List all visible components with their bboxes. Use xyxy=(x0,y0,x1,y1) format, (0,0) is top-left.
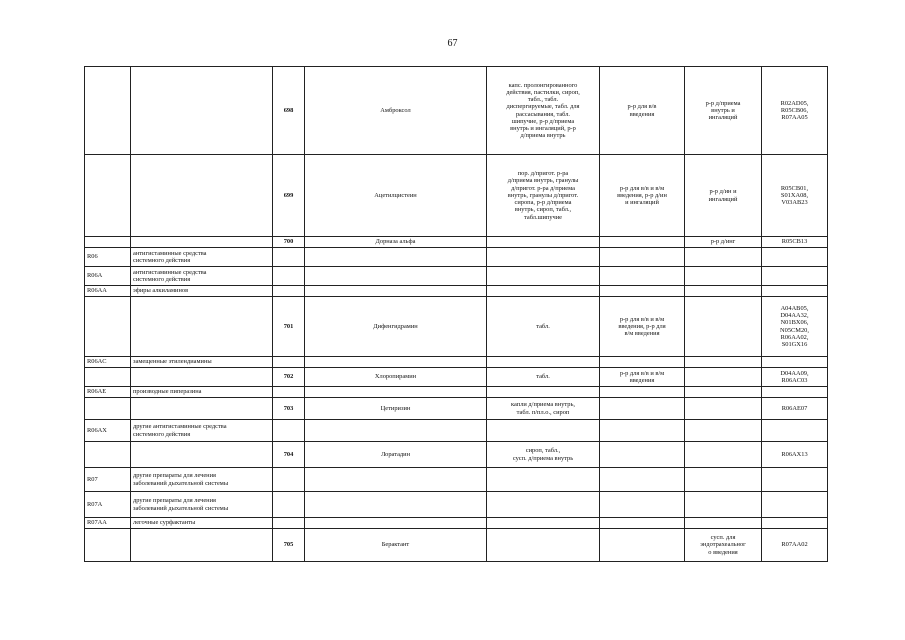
atc-codes-cell xyxy=(762,518,828,529)
dosage-forms-cell xyxy=(487,529,600,562)
dosage-forms-cell-line: капс. пролонгированного xyxy=(508,81,578,89)
table-row xyxy=(85,237,828,248)
item-number-cell: 704 xyxy=(273,442,305,468)
dosage-forms-cell xyxy=(487,237,600,248)
injection-forms-cell-line: в/м введения xyxy=(624,330,660,338)
other-forms-cell xyxy=(685,67,762,155)
atc-codes-cell-line: R06AX13 xyxy=(781,450,808,458)
dosage-forms-cell-line: д/приема внутрь, гранулы xyxy=(507,177,579,185)
injection-forms-cell xyxy=(600,248,685,267)
group-name-cell-line: системного действия xyxy=(133,430,191,438)
other-forms-cell-line: о введения xyxy=(708,548,738,556)
injection-forms-cell-line: и ингаляций xyxy=(625,199,659,207)
other-forms-cell-line: сусп. для xyxy=(710,534,736,542)
atc-codes-cell-line: R05CB06, xyxy=(780,106,809,114)
dosage-forms-cell-line: рассасывания, табл. xyxy=(515,110,571,118)
dosage-forms-cell-line: пор. д/пригот. р-ра xyxy=(517,170,569,178)
drug-name-cell: Лоратадин xyxy=(305,442,487,468)
atc-codes-cell-line: R07AA02 xyxy=(781,541,808,549)
atc-codes-cell-line: V03AB23 xyxy=(781,199,808,207)
table-row xyxy=(85,155,828,237)
atc-code-cell xyxy=(85,297,131,357)
drug-name-cell xyxy=(305,518,487,529)
group-name-cell xyxy=(131,420,273,442)
other-forms-cell xyxy=(685,492,762,518)
group-name-cell xyxy=(131,237,273,248)
dosage-forms-cell-line: д/приема внутрь xyxy=(520,132,566,140)
atc-code-cell: R06AA xyxy=(85,286,131,297)
group-name-cell xyxy=(131,368,273,387)
table-row xyxy=(85,518,828,529)
item-number-cell: 698 xyxy=(273,67,305,155)
atc-codes-cell-line: N05CM20, xyxy=(780,326,809,334)
dosage-forms-cell xyxy=(487,286,600,297)
dosage-forms-cell-line: д/пригот. р-ра д/приема xyxy=(511,184,575,192)
injection-forms-cell xyxy=(600,529,685,562)
injection-forms-cell-line: введения xyxy=(629,110,655,118)
group-name-cell-line: производные пиперазина xyxy=(133,388,202,396)
injection-forms-cell-line: р-р для в/в и в/м xyxy=(619,369,665,377)
drug-name-cell xyxy=(305,248,487,267)
other-forms-cell xyxy=(685,398,762,420)
item-number-cell: 700 xyxy=(273,237,305,248)
injection-forms-cell xyxy=(600,518,685,529)
item-number-cell xyxy=(273,387,305,398)
item-number-cell xyxy=(273,267,305,286)
atc-codes-cell xyxy=(762,237,828,248)
atc-codes-cell xyxy=(762,492,828,518)
table-row xyxy=(85,387,828,398)
atc-code-cell xyxy=(85,398,131,420)
other-forms-cell xyxy=(685,297,762,357)
group-name-cell-line: системного действия xyxy=(133,257,191,264)
atc-codes-cell-line: R06AE07 xyxy=(781,404,808,412)
group-name-cell-line: другие антигистаминные средства xyxy=(133,423,227,431)
drug-name-cell xyxy=(305,468,487,492)
atc-code-cell: R07A xyxy=(85,492,131,518)
table-row xyxy=(85,357,828,368)
atc-codes-cell xyxy=(762,267,828,286)
injection-forms-cell xyxy=(600,357,685,368)
page-number: 67 xyxy=(447,38,458,49)
dosage-forms-cell xyxy=(487,368,600,387)
dosage-forms-cell-line: внутрь, сироп, табл., xyxy=(514,206,572,214)
atc-codes-cell xyxy=(762,297,828,357)
injection-forms-cell xyxy=(600,237,685,248)
item-number-cell: 699 xyxy=(273,155,305,237)
item-number-cell: 702 xyxy=(273,368,305,387)
atc-codes-cell xyxy=(762,398,828,420)
group-name-cell xyxy=(131,286,273,297)
dosage-forms-cell xyxy=(487,67,600,155)
atc-codes-cell-line: A04AB05, xyxy=(780,304,809,312)
other-forms-cell xyxy=(685,248,762,267)
group-name-cell xyxy=(131,492,273,518)
injection-forms-cell xyxy=(600,286,685,297)
other-forms-cell-line: р-р д/инг xyxy=(710,238,736,246)
atc-codes-cell xyxy=(762,357,828,368)
dosage-forms-cell xyxy=(487,155,600,237)
atc-codes-cell xyxy=(762,368,828,387)
other-forms-cell xyxy=(685,420,762,442)
group-name-cell-line: эфиры алкиламинов xyxy=(133,287,189,295)
dosage-forms-cell-line: шипучие, р-р д/приема xyxy=(511,117,575,125)
other-forms-cell xyxy=(685,237,762,248)
injection-forms-cell xyxy=(600,468,685,492)
atc-codes-cell xyxy=(762,420,828,442)
injection-forms-cell-line: р-р для в/в и в/м xyxy=(619,184,665,192)
group-name-cell-line: антигистаминные средства xyxy=(133,268,207,276)
atc-code-cell xyxy=(85,67,131,155)
group-name-cell xyxy=(131,67,273,155)
atc-codes-cell-line: R06AA02, xyxy=(780,333,809,341)
other-forms-cell xyxy=(685,286,762,297)
dosage-forms-cell xyxy=(487,492,600,518)
group-name-cell xyxy=(131,248,273,267)
item-number-cell xyxy=(273,286,305,297)
injection-forms-cell xyxy=(600,155,685,237)
dosage-forms-cell-line: табл. xyxy=(536,322,550,330)
other-forms-cell xyxy=(685,267,762,286)
atc-code-cell: R07AA xyxy=(85,518,131,529)
atc-codes-cell-line: D04AA09, xyxy=(780,369,809,377)
dosage-forms-cell xyxy=(487,248,600,267)
table-row xyxy=(85,420,828,442)
item-number-cell xyxy=(273,518,305,529)
dosage-forms-cell-line: внутрь и ингаляций, р-р xyxy=(510,124,576,132)
item-number-cell xyxy=(273,492,305,518)
dosage-forms-cell-line: действия, пастилки, сироп, xyxy=(506,88,580,96)
dosage-forms-cell-line: сироп, табл., xyxy=(525,447,561,455)
group-name-cell-line: заболеваний дыхательной системы xyxy=(133,504,229,512)
group-name-cell xyxy=(131,468,273,492)
group-name-cell xyxy=(131,398,273,420)
injection-forms-cell xyxy=(600,67,685,155)
table-row xyxy=(85,286,828,297)
atc-codes-cell xyxy=(762,248,828,267)
group-name-cell xyxy=(131,442,273,468)
table-row xyxy=(85,529,828,562)
dosage-forms-cell-line: сиропа, р-р д/приема xyxy=(514,199,572,207)
injection-forms-cell xyxy=(600,492,685,518)
group-name-cell xyxy=(131,357,273,368)
item-number-cell xyxy=(273,468,305,492)
dosage-forms-cell xyxy=(487,297,600,357)
dosage-forms-cell-line: табл., табл. xyxy=(527,96,559,104)
drug-name-cell: Дорназа альфа xyxy=(305,237,487,248)
drug-name-cell: Ацетилцистеин xyxy=(305,155,487,237)
atc-code-cell xyxy=(85,155,131,237)
other-forms-cell xyxy=(685,442,762,468)
group-name-cell-line: антигистаминные средства xyxy=(133,249,207,257)
injection-forms-cell xyxy=(600,368,685,387)
atc-code-cell: R07 xyxy=(85,468,131,492)
item-number-cell xyxy=(273,420,305,442)
injection-forms-cell xyxy=(600,297,685,357)
atc-code-cell xyxy=(85,237,131,248)
group-name-cell-line: другие препараты для лечения xyxy=(133,472,216,480)
atc-codes-cell-line: R05CB13 xyxy=(781,238,808,246)
group-name-cell xyxy=(131,387,273,398)
injection-forms-cell xyxy=(600,387,685,398)
dosage-forms-cell-line: табл.шипучие xyxy=(523,213,562,221)
drug-name-cell xyxy=(305,286,487,297)
dosage-forms-cell-line: капли д/приема внутрь, xyxy=(511,401,575,409)
atc-codes-cell-line: R05CB01, xyxy=(780,184,809,192)
atc-codes-cell xyxy=(762,529,828,562)
table-row xyxy=(85,248,828,267)
other-forms-cell xyxy=(685,368,762,387)
atc-codes-cell xyxy=(762,468,828,492)
table-row xyxy=(85,267,828,286)
atc-code-cell: R06AE xyxy=(85,387,131,398)
injection-forms-cell-line: введения, р-р для xyxy=(618,322,666,330)
table-row xyxy=(85,398,828,420)
group-name-cell-line: заболеваний дыхательной системы xyxy=(133,479,229,487)
group-name-cell xyxy=(131,155,273,237)
atc-code-cell xyxy=(85,442,131,468)
injection-forms-cell xyxy=(600,267,685,286)
item-number-cell: 705 xyxy=(273,529,305,562)
group-name-cell xyxy=(131,267,273,286)
drug-name-cell: Хлоропирамин xyxy=(305,368,487,387)
dosage-forms-cell-line: сусп. д/приема внутрь xyxy=(512,454,574,462)
other-forms-cell xyxy=(685,155,762,237)
item-number-cell: 703 xyxy=(273,398,305,420)
drug-name-cell xyxy=(305,492,487,518)
dosage-forms-cell-line: диспергируемые, табл. для xyxy=(506,103,580,111)
dosage-forms-cell xyxy=(487,468,600,492)
other-forms-cell xyxy=(685,468,762,492)
atc-code-cell: R06A xyxy=(85,267,131,286)
group-name-cell-line: легочные сурфактанты xyxy=(133,519,196,527)
atc-code-cell: R06AX xyxy=(85,420,131,442)
atc-codes-cell-line: R02AD05, xyxy=(780,99,809,107)
drug-name-cell: Берактант xyxy=(305,529,487,562)
table-row xyxy=(85,468,828,492)
dosage-forms-cell xyxy=(487,267,600,286)
other-forms-cell-line: ингаляций xyxy=(708,114,738,122)
group-name-cell xyxy=(131,297,273,357)
other-forms-cell-line: внутрь и xyxy=(711,106,735,114)
drug-name-cell xyxy=(305,357,487,368)
injection-forms-cell-line: введения xyxy=(629,377,655,384)
other-forms-cell xyxy=(685,357,762,368)
other-forms-cell-line: ингаляций xyxy=(708,195,738,203)
dosage-forms-cell-line: табл. п/пл.о., сироп xyxy=(516,408,570,416)
dosage-forms-cell xyxy=(487,387,600,398)
drug-name-cell xyxy=(305,420,487,442)
other-forms-cell-line: р-р д/ин и xyxy=(709,188,737,196)
atc-codes-cell-line: R07AA05 xyxy=(781,114,808,122)
other-forms-cell xyxy=(685,529,762,562)
drug-name-cell: Амброксол xyxy=(305,67,487,155)
group-name-cell-line: замещенные этилендиамины xyxy=(133,358,212,366)
injection-forms-cell-line: р-р для в/в и в/м xyxy=(619,315,665,323)
atc-code-cell: R06AC xyxy=(85,357,131,368)
group-name-cell xyxy=(131,518,273,529)
drug-name-cell: Дифенгидрамин xyxy=(305,297,487,357)
atc-codes-cell xyxy=(762,155,828,237)
drug-name-cell xyxy=(305,387,487,398)
table-row xyxy=(85,67,828,155)
other-forms-cell-line: р-р д/приема xyxy=(705,99,741,107)
atc-codes-cell-line: S01GX16 xyxy=(781,340,808,348)
atc-codes-cell-line: D04AA32, xyxy=(780,312,809,320)
table-row xyxy=(85,442,828,468)
injection-forms-cell xyxy=(600,420,685,442)
dosage-forms-cell-line: внутрь, гранулы д/пригот. xyxy=(507,191,579,199)
atc-codes-cell xyxy=(762,67,828,155)
dosage-forms-cell xyxy=(487,420,600,442)
dosage-forms-cell xyxy=(487,442,600,468)
drug-table xyxy=(84,66,828,562)
injection-forms-cell-line: р-р для в/в xyxy=(627,103,657,111)
other-forms-cell xyxy=(685,518,762,529)
group-name-cell xyxy=(131,529,273,562)
injection-forms-cell xyxy=(600,398,685,420)
atc-code-cell: R06 xyxy=(85,248,131,267)
atc-codes-cell-line: S01XA08, xyxy=(780,191,809,199)
dosage-forms-cell xyxy=(487,398,600,420)
table-row xyxy=(85,492,828,518)
injection-forms-cell-line: введения, р-р д/ин xyxy=(617,191,667,199)
drug-name-cell: Цетиризин xyxy=(305,398,487,420)
atc-codes-cell-line: R06AC03 xyxy=(781,377,808,384)
atc-codes-cell xyxy=(762,387,828,398)
other-forms-cell-line: эндотрахеальног xyxy=(700,541,746,549)
dosage-forms-cell-line: табл. xyxy=(536,373,550,381)
drug-name-cell xyxy=(305,267,487,286)
atc-codes-cell xyxy=(762,442,828,468)
dosage-forms-cell xyxy=(487,357,600,368)
atc-codes-cell xyxy=(762,286,828,297)
table-row xyxy=(85,368,828,387)
atc-codes-cell-line: N01BX06, xyxy=(780,319,809,327)
atc-code-cell xyxy=(85,529,131,562)
injection-forms-cell xyxy=(600,442,685,468)
other-forms-cell xyxy=(685,387,762,398)
group-name-cell-line: другие препараты для лечения xyxy=(133,497,216,505)
item-number-cell: 701 xyxy=(273,297,305,357)
table-row xyxy=(85,297,828,357)
group-name-cell-line: системного действия xyxy=(133,276,191,283)
item-number-cell xyxy=(273,357,305,368)
atc-code-cell xyxy=(85,368,131,387)
dosage-forms-cell xyxy=(487,518,600,529)
item-number-cell xyxy=(273,248,305,267)
